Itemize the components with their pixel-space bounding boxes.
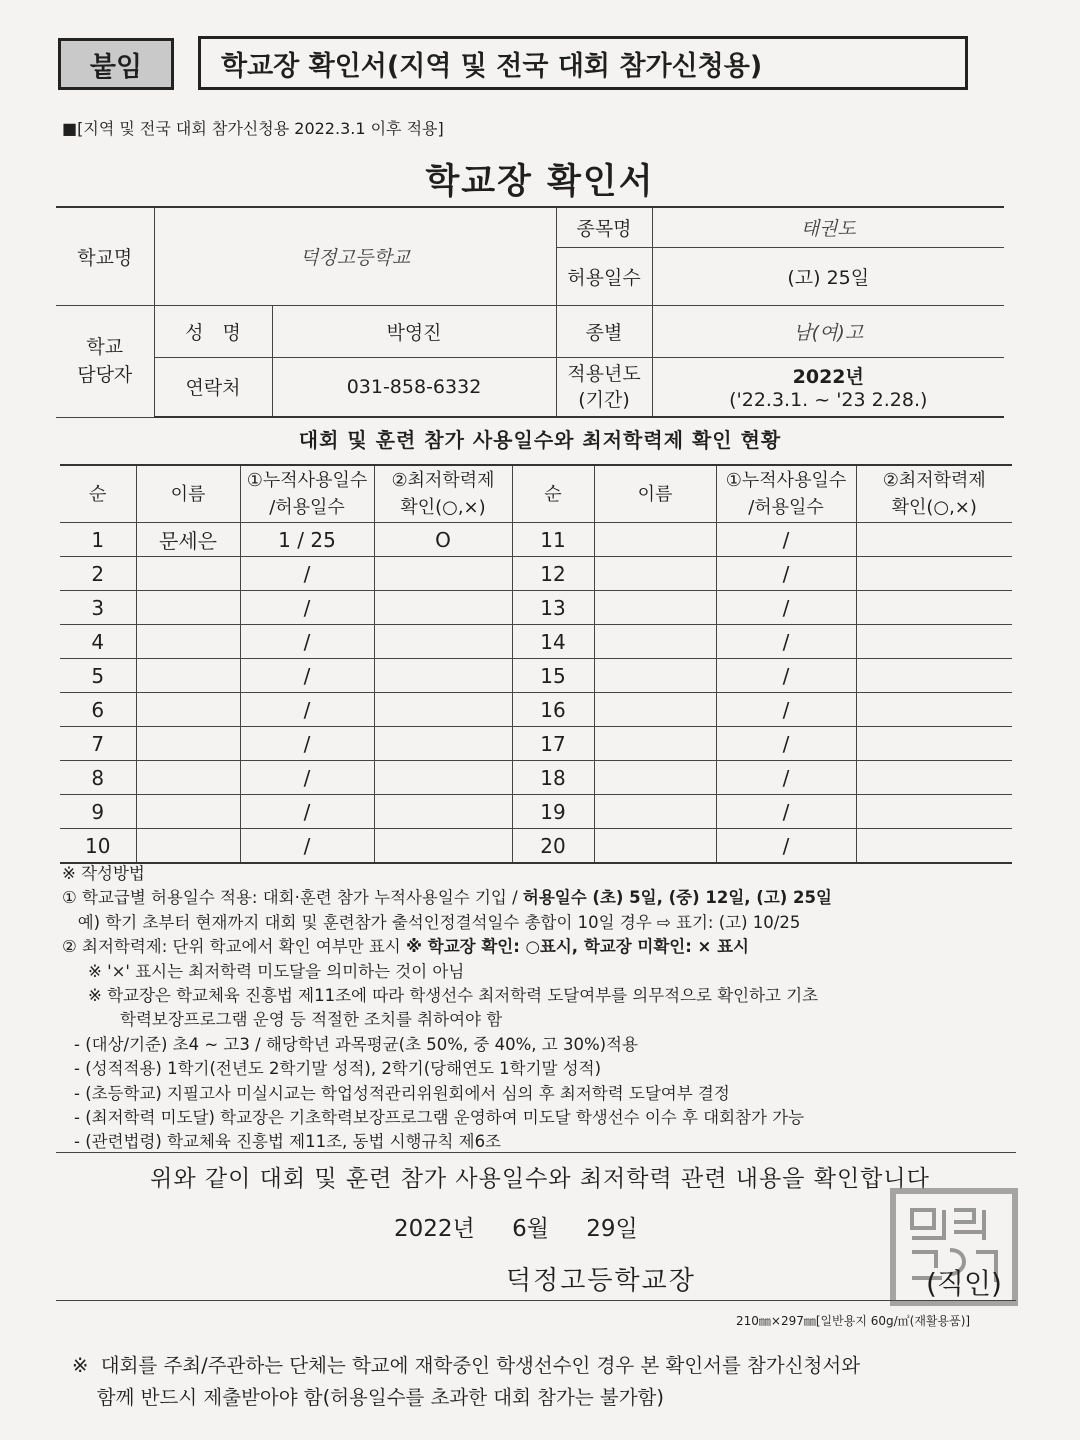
instruction-line: ※ '×' 표시는 최저학력 미도달을 의미하는 것이 아님 [88,961,465,981]
footer-line: ※ 대회를 주최/주관하는 단체는 학교에 재학중인 학생선수인 경우 본 확인서를 참가신청서와 [72,1354,861,1377]
divider [56,1300,1016,1301]
days-cell: / [240,795,374,829]
school-name-label: 학교명 [56,207,154,305]
participants-body [60,523,1012,864]
instruction-text: ② 최저학력제: 단위 학교에서 확인 여부만 표시 [62,937,406,957]
days-cell: / [240,761,374,795]
name-cell [594,591,716,625]
table-row [60,795,1012,829]
check-cell [856,693,1012,727]
table-row [60,591,1012,625]
document-title: 학교장 확인서 [425,162,655,202]
no-cell: 7 [60,727,136,761]
days-cell: / [716,761,856,795]
principal-name: 덕정고등학교장 [506,1266,696,1296]
check-cell [856,829,1012,864]
check-cell [856,727,1012,761]
table-row [60,693,1012,727]
check-cell [856,761,1012,795]
gender-value: 남(여)고 [652,305,1004,357]
date-day: 29일 [586,1216,638,1242]
header-no: 순 [60,465,136,523]
check-cell [374,727,512,761]
days-cell: / [240,693,374,727]
no-cell: 5 [60,659,136,693]
days-cell: / [240,659,374,693]
check-cell [374,829,512,864]
days-cell: / [240,591,374,625]
name-cell [594,727,716,761]
phone-value: 031-858-6332 [272,357,556,417]
check-cell [856,659,1012,693]
name-cell [136,727,240,761]
confirmation-date [394,1210,638,1243]
check-cell [374,761,512,795]
year-label: 적용년도 (기간) [556,357,652,417]
instruction-line: - (관련법령) 학교체육 진흥법 제11조, 동법 시행규칙 제6조 [74,1132,501,1152]
header-check: ②최저학력제 확인(○,×) [374,465,512,523]
check-cell [856,625,1012,659]
allowed-days-value: (고) 25일 [652,247,1004,305]
no-cell: 15 [512,659,594,693]
check-cell [374,557,512,591]
instruction-line: ※ 학교장은 학교체육 진흥법 제11조에 따라 학생선수 최저학력 도달여부를 의무적으로 확인하고 기초 [88,986,819,1006]
days-cell: / [716,795,856,829]
footer-note [72,1350,860,1414]
no-cell: 3 [60,591,136,625]
no-cell: 11 [512,523,594,557]
no-cell: 10 [60,829,136,864]
gender-label: 종별 [556,305,652,357]
days-cell: / [716,523,856,557]
days-cell: / [716,591,856,625]
instruction-line: - (대상/기준) 초4 ~ 고3 / 해당학년 과목평균(초 50%, 중 40%, 고 30%)적용 [74,1034,638,1054]
instruction-bold-text: 허용일수 (초) 5일, (중) 12일, (고) 25일 [522,888,832,908]
no-cell: 18 [512,761,594,795]
contact-label: 학교 담당자 [56,305,154,417]
days-cell: / [240,727,374,761]
check-cell [856,591,1012,625]
year-value: 2022년 [792,366,864,389]
attachment-tag: 붙임 [58,38,174,90]
name-cell [136,761,240,795]
year-cell [652,357,1004,417]
check-cell: O [374,523,512,557]
name-cell [136,591,240,625]
check-cell [374,591,512,625]
header-check-right: ②최저학력제 확인(○,×) [856,465,1012,523]
seal-label: (직인) [926,1267,1002,1300]
no-cell: 4 [60,625,136,659]
name-cell [136,659,240,693]
table-row [60,523,1012,557]
sport-value: 태권도 [652,207,1004,247]
name-cell [136,693,240,727]
days-cell: / [716,693,856,727]
no-cell: 12 [512,557,594,591]
form-title: 학교장 확인서(지역 및 전국 대회 참가신청용) [198,36,968,90]
no-cell: 19 [512,795,594,829]
name-cell [594,659,716,693]
table-row [60,625,1012,659]
name-cell [594,523,716,557]
no-cell: 1 [60,523,136,557]
no-cell: 8 [60,761,136,795]
paper-spec: 210㎜×297㎜[일반용지 60g/㎡(재활용품)] [736,1314,971,1328]
date-month: 6월 [512,1216,549,1242]
no-cell: 17 [512,727,594,761]
name-cell [594,829,716,864]
school-name-value: 덕정고등학교 [154,207,556,305]
check-cell [374,659,512,693]
divider [56,1152,1016,1153]
instructions-heading: ※ 작성방법 [62,864,145,883]
name-cell [594,761,716,795]
footer-line: 함께 반드시 제출받아야 함(허용일수를 초과한 대회 참가는 불가함) [72,1386,664,1409]
name-label: 성 명 [154,305,272,357]
header-name-right: 이름 [594,465,716,523]
check-cell [374,795,512,829]
days-cell: / [716,659,856,693]
name-cell [136,557,240,591]
stats-title: 대회 및 훈련 참가 사용일수와 최저학력제 확인 현황 [298,428,782,452]
confirmation-text: 위와 같이 대회 및 훈련 참가 사용일수와 최저학력 관련 내용을 확인합니다 [150,1166,930,1192]
no-cell: 2 [60,557,136,591]
instructions [62,862,1032,1155]
apply-note: ■[지역 및 전국 대회 참가신청용 2022.3.1 이후 적용] [62,119,444,138]
table-row [60,557,1012,591]
days-cell: 1 / 25 [240,523,374,557]
contact-name-value: 박영진 [272,305,556,357]
school-info-table [56,206,1004,418]
days-cell: / [716,829,856,864]
no-cell: 14 [512,625,594,659]
instruction-line: - (초등학교) 지필고사 미실시교는 학업성적관리위원회에서 심의 후 최저학력 도달여부 결정 [74,1083,730,1103]
table-row [60,761,1012,795]
participants-table [60,464,1012,864]
days-cell: / [716,727,856,761]
table-row [60,727,1012,761]
check-cell [856,523,1012,557]
instruction-bold-text: ※ 학교장 확인: ○표시, 학교장 미확인: × 표시 [405,937,749,957]
name-cell [136,829,240,864]
header-name: 이름 [136,465,240,523]
instruction-text: ① 학교급별 허용일수 적용: 대회·훈련 참가 누적사용일수 기입 / [62,888,523,908]
check-cell [856,795,1012,829]
no-cell: 6 [60,693,136,727]
check-cell [374,693,512,727]
instruction-line: 예) 학기 초부터 현재까지 대회 및 훈련참가 출석인정결석일수 총합이 10일 경우 ⇨ 표기: (고) 10/25 [62,912,801,932]
instruction-line: - (성적적용) 1학기(전년도 2학기말 성적), 2학기(당해연도 1학기말 성적) [74,1059,602,1079]
phone-label: 연락처 [154,357,272,417]
name-cell [136,795,240,829]
days-cell: / [240,829,374,864]
name-cell [594,625,716,659]
allowed-days-label: 허용일수 [556,247,652,305]
name-cell [594,557,716,591]
check-cell [374,625,512,659]
instruction-line [62,935,1032,959]
instruction-line [62,886,1032,910]
days-cell: / [240,625,374,659]
no-cell: 20 [512,829,594,864]
header-days-right: ①누적사용일수 /허용일수 [716,465,856,523]
name-cell [136,625,240,659]
no-cell: 16 [512,693,594,727]
table-row [60,829,1012,864]
no-cell: 9 [60,795,136,829]
instruction-line: 학력보장프로그램 운영 등 적절한 조치를 취하여야 함 [120,1010,503,1030]
no-cell: 13 [512,591,594,625]
name-cell: 문세은 [136,523,240,557]
days-cell: / [716,557,856,591]
instruction-line: - (최저학력 미도달) 학교장은 기초학력보장프로그램 운영하여 미도달 학생선수 이수 후 대회참가 가능 [74,1108,805,1128]
period-value: ('22.3.1. ~ '23 2.28.) [729,389,928,412]
date-year: 2022년 [394,1216,475,1242]
table-row [60,659,1012,693]
days-cell: / [716,625,856,659]
days-cell: / [240,557,374,591]
header-days: ①누적사용일수 /허용일수 [240,465,374,523]
header-no-right: 순 [512,465,594,523]
sport-label: 종목명 [556,207,652,247]
name-cell [594,693,716,727]
check-cell [856,557,1012,591]
name-cell [594,795,716,829]
